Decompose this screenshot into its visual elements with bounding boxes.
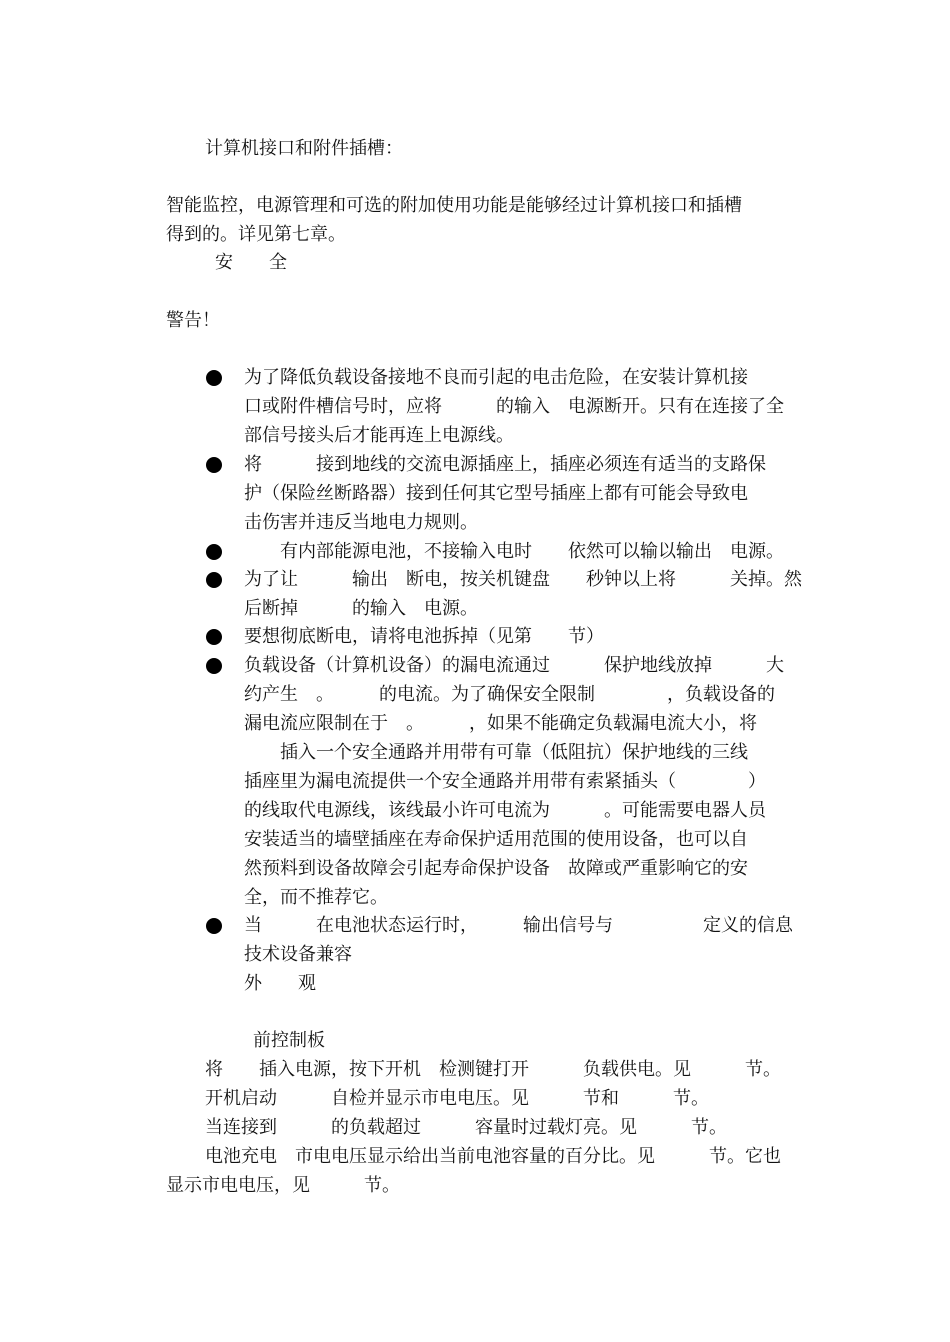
bullet-6-line-9: 全，而不推荐它。 bbox=[244, 887, 388, 908]
bullet-1-line-1: 为了降低负载设备接地不良而引起的电击危险，在安装计算机接 bbox=[244, 367, 748, 388]
intro-line-2: 得到的。详见第七章。 bbox=[166, 224, 346, 245]
bullet-2-line-2: 护（保险丝断路器）接到任何其它型号插座上都有可能会导致电 bbox=[244, 483, 748, 504]
bullet-5-line-1: 要想彻底断电，请将电池拆掉（见第 节） bbox=[244, 626, 604, 647]
bullet-4-line-1: 为了让 输出 断电，按关机键盘 秒钟以上将 关掉。然 bbox=[244, 569, 802, 590]
intro-line-1: 智能监控，电源管理和可选的附加使用功能是能够经过计算机接口和插槽 bbox=[166, 195, 742, 216]
bullet-7-line-1: 当 在电池状态运行时， 输出信号与 定义的信息 bbox=[244, 915, 793, 936]
bullet-7-line-2: 技术设备兼容 bbox=[244, 944, 352, 965]
bullet-6-line-5: 插座里为漏电流提供一个安全通路并用带有索紧插头（ ） bbox=[244, 771, 766, 792]
bullet-2-line-1: 将 接到地线的交流电源插座上，插座必须连有适当的支路保 bbox=[244, 454, 766, 475]
bullet-6-line-8: 然预料到设备故障会引起寿命保护设备 故障或严重影响它的安 bbox=[244, 858, 748, 879]
bullet-1-line-2: 口或附件槽信号时，应将 的输入 电源断开。只有在连接了全 bbox=[244, 396, 784, 417]
bullet-6-line-6: 的线取代电源线，该线最小许可电流为 。可能需要电器人员 bbox=[244, 800, 766, 821]
bullet-icon bbox=[206, 572, 222, 588]
panel-line-2: 开机启动 自检并显示市电电压。见 节和 节。 bbox=[205, 1088, 709, 1109]
bullet-icon bbox=[206, 918, 222, 934]
panel-line-5: 显示市电电压，见 节。 bbox=[166, 1175, 400, 1196]
panel-line-1: 将 插入电源，按下开机 检测键打开 负载供电。见 节。 bbox=[205, 1059, 781, 1080]
bullet-6-line-4: 插入一个安全通路并用带有可靠（低阻抗）保护地线的三线 bbox=[244, 742, 748, 763]
panel-line-3: 当连接到 的负载超过 容量时过载灯亮。见 节。 bbox=[205, 1117, 727, 1138]
bullet-4-line-2: 后断掉 的输入 电源。 bbox=[244, 598, 478, 619]
bullet-icon bbox=[206, 629, 222, 645]
bullet-6-line-2: 约产生 。 的电流。为了确保安全限制 ，负载设备的 bbox=[244, 684, 775, 705]
bullet-2-line-3: 击伤害并违反当地电力规则。 bbox=[244, 512, 478, 533]
panel-line-4: 电池充电 市电电压显示给出当前电池容量的百分比。见 节。它也 bbox=[205, 1146, 781, 1167]
bullet-icon bbox=[206, 370, 222, 386]
warning-label: 警告！ bbox=[166, 310, 220, 331]
bullet-icon bbox=[206, 544, 222, 560]
bullet-6-line-1: 负载设备（计算机设备）的漏电流通过 保护地线放掉 大 bbox=[244, 655, 784, 676]
bullet-icon bbox=[206, 457, 222, 473]
bullet-6-line-3: 漏电流应限制在于 。 ，如果不能确定负载漏电流大小，将 bbox=[244, 713, 757, 734]
bullet-icon bbox=[206, 658, 222, 674]
heading-interfaces: 计算机接口和附件插槽： bbox=[205, 138, 403, 159]
bullet-3-line-1: 有内部能源电池，不接输入电时 依然可以输以输出 电源。 bbox=[244, 541, 784, 562]
section-title-appearance: 外 观 bbox=[244, 973, 316, 994]
bullet-1-line-3: 部信号接头后才能再连上电源线。 bbox=[244, 425, 514, 446]
subheading-front-panel: 前控制板 bbox=[253, 1030, 325, 1051]
bullet-6-line-7: 安装适当的墙壁插座在寿命保护适用范围的使用设备，也可以自 bbox=[244, 829, 748, 850]
section-title-safety: 安 全 bbox=[215, 252, 287, 273]
